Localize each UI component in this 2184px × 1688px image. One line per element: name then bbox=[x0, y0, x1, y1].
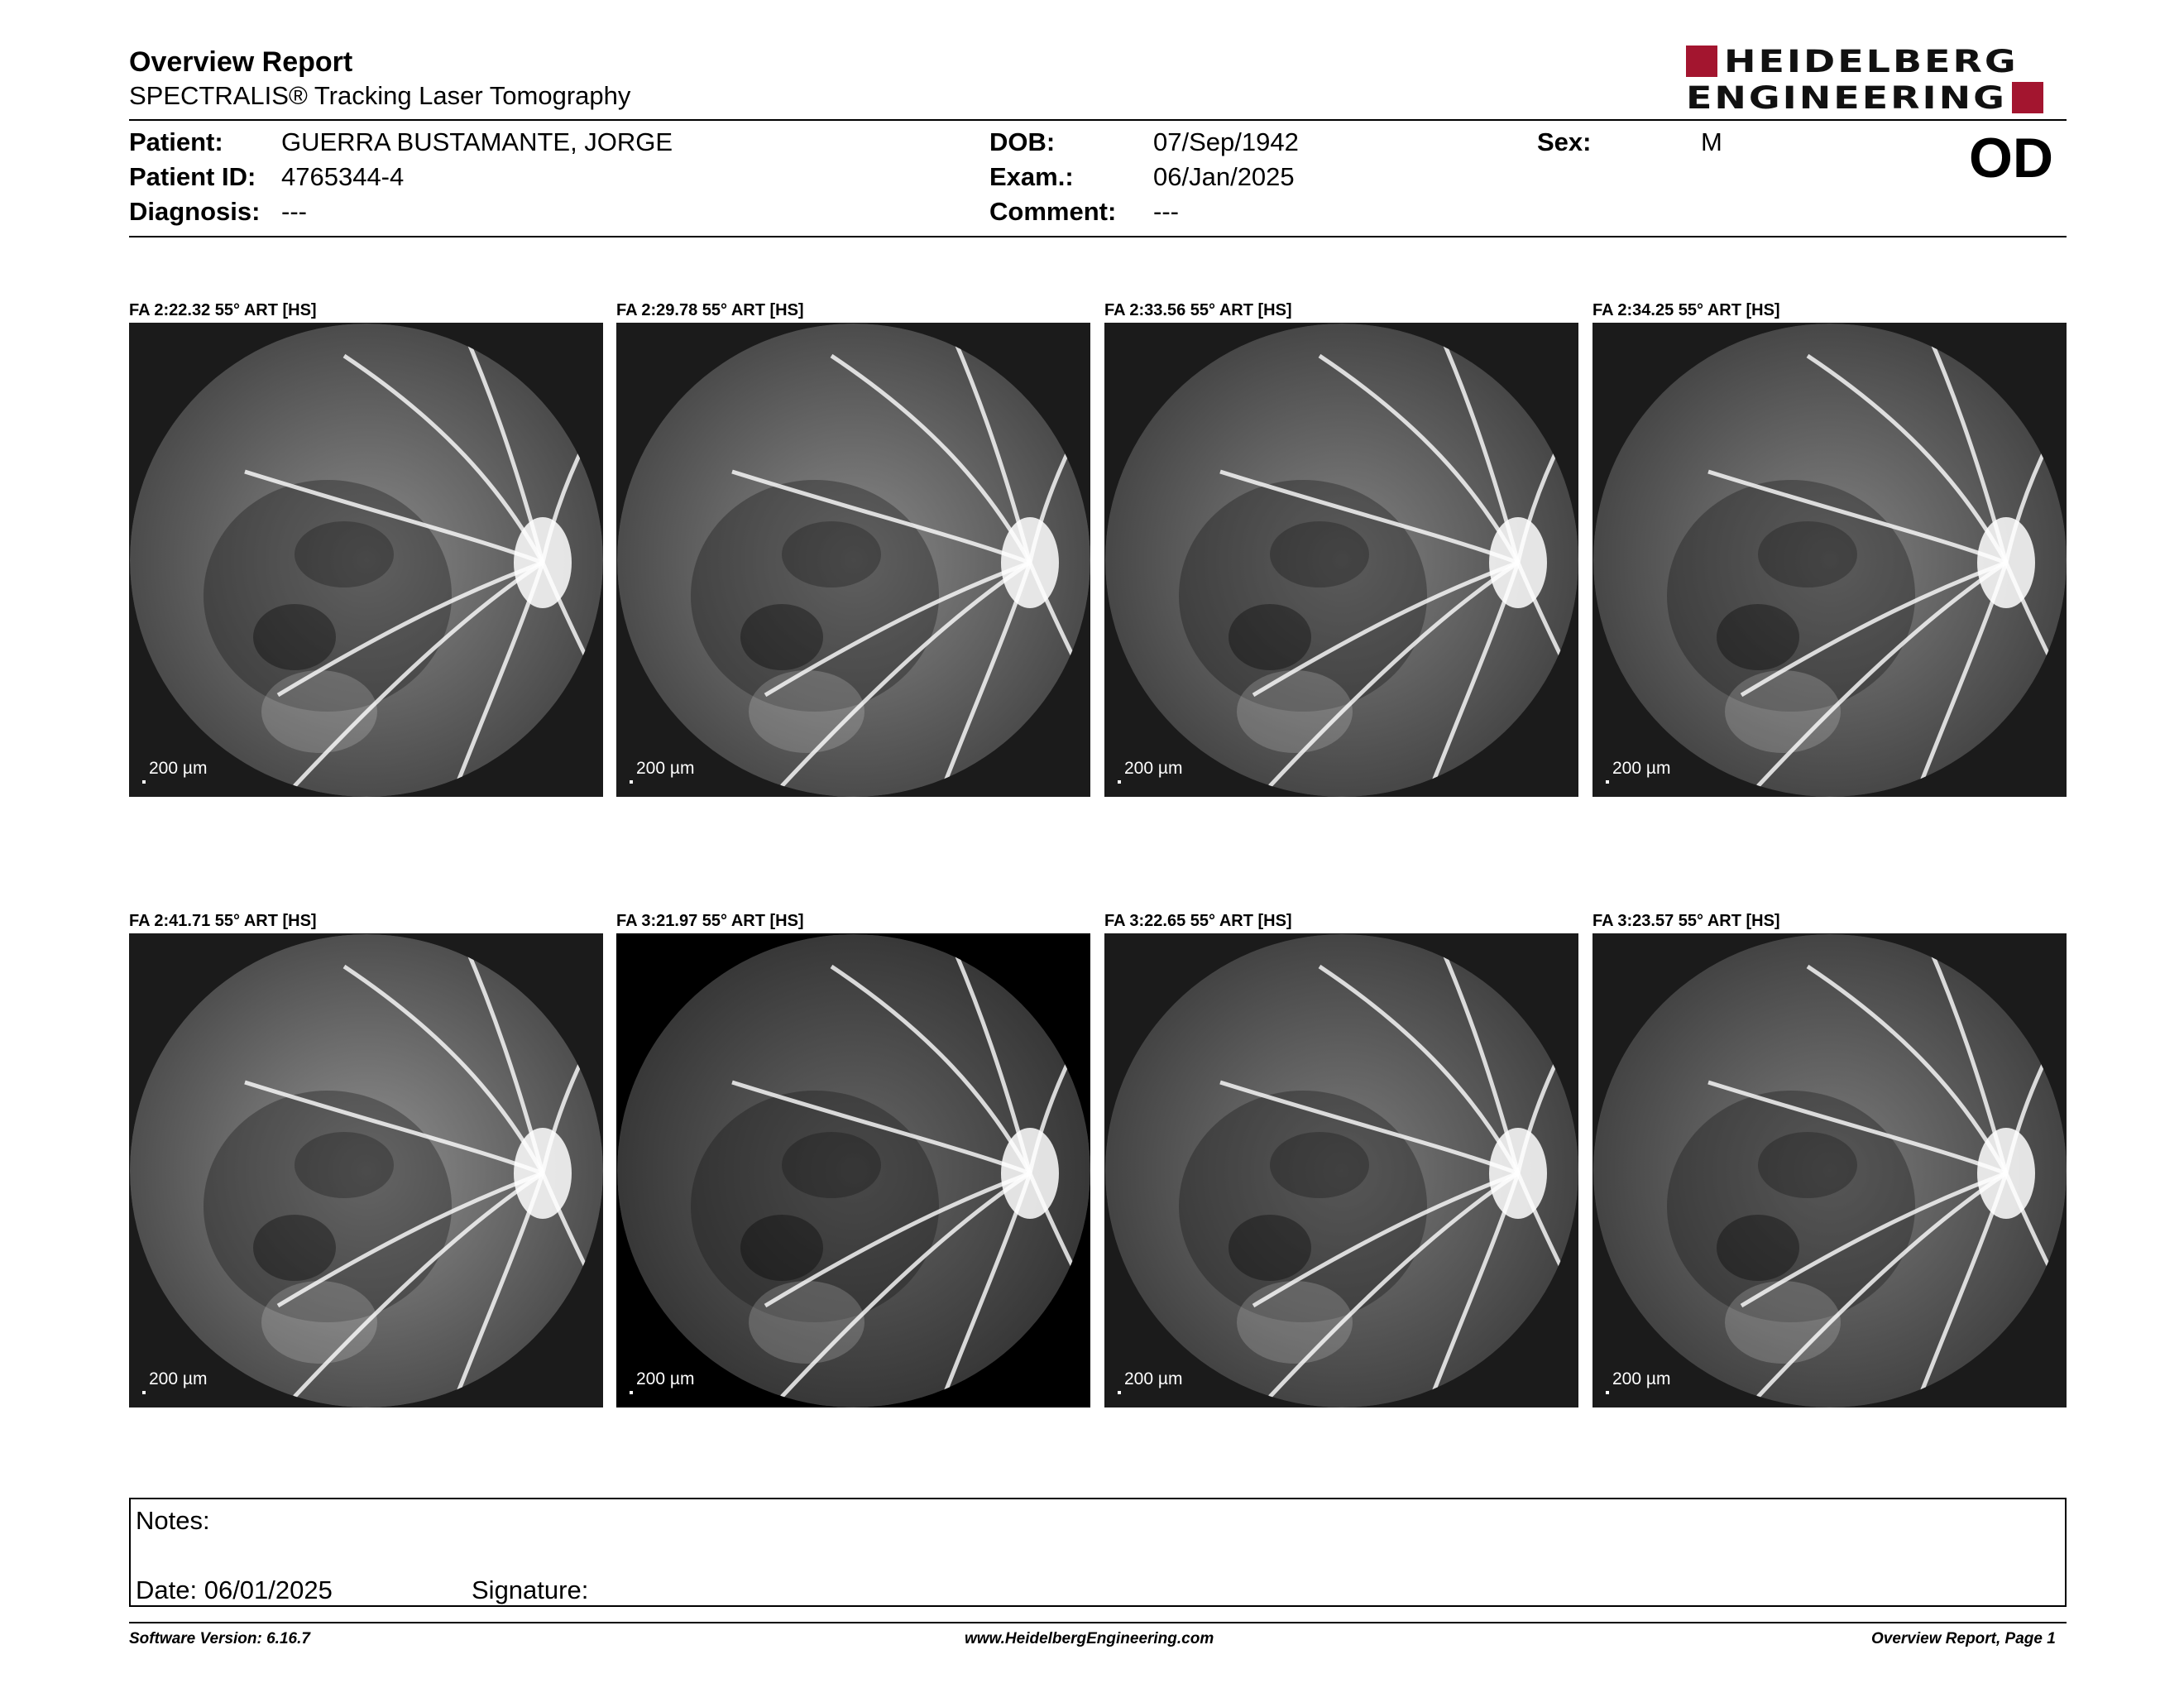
sex-label: Sex: bbox=[1537, 127, 1592, 156]
notes-box[interactable] bbox=[129, 1498, 2067, 1607]
fundus-illustration bbox=[129, 933, 603, 1407]
scale-label: 200 µm bbox=[1612, 1369, 1671, 1388]
scale-bar bbox=[1118, 780, 1121, 784]
logo-line-1: HEIDELBERG bbox=[1724, 42, 2019, 80]
patient-divider bbox=[129, 236, 2067, 237]
dob-value: 07/Sep/1942 bbox=[1153, 127, 1299, 156]
dob-label: DOB: bbox=[989, 127, 1056, 156]
signature-label: Signature: bbox=[472, 1575, 589, 1604]
website-link[interactable]: www.HeidelbergEngineering.com bbox=[965, 1630, 1214, 1647]
exam-value: 06/Jan/2025 bbox=[1153, 162, 1295, 191]
scale-bar bbox=[630, 780, 633, 784]
image-caption: FA 2:29.78 55° ART [HS] bbox=[616, 301, 804, 319]
diagnosis-label: Diagnosis: bbox=[129, 197, 261, 226]
scale-bar bbox=[142, 1391, 146, 1394]
exam-label: Exam.: bbox=[989, 162, 1074, 191]
fundus-illustration bbox=[1104, 323, 1578, 797]
logo-line-2: ENGINEERING bbox=[1686, 79, 2007, 117]
sex-value: M bbox=[1701, 127, 1722, 156]
angiogram-image[interactable] bbox=[1592, 933, 2067, 1407]
angiogram-image[interactable] bbox=[1104, 933, 1578, 1407]
scale-label: 200 µm bbox=[1124, 1369, 1183, 1388]
fundus-illustration bbox=[129, 323, 603, 797]
fundus-illustration bbox=[616, 933, 1090, 1407]
image-caption: FA 3:23.57 55° ART [HS] bbox=[1592, 912, 1780, 930]
eye-indicator: OD bbox=[1969, 127, 2053, 189]
image-caption: FA 2:41.71 55° ART [HS] bbox=[129, 912, 317, 930]
scale-label: 200 µm bbox=[1124, 759, 1183, 778]
footer-divider bbox=[129, 1622, 2067, 1623]
fundus-illustration bbox=[1592, 323, 2067, 797]
scale-bar bbox=[1118, 1391, 1121, 1394]
scale-label: 200 µm bbox=[149, 1369, 208, 1388]
scale-label: 200 µm bbox=[149, 759, 208, 778]
report-title: Overview Report bbox=[129, 46, 353, 78]
image-caption: FA 2:33.56 55° ART [HS] bbox=[1104, 301, 1292, 319]
patient-name: GUERRA BUSTAMANTE, JORGE bbox=[281, 127, 673, 156]
image-caption: FA 2:34.25 55° ART [HS] bbox=[1592, 301, 1780, 319]
logo-square-icon bbox=[1686, 46, 1717, 77]
comment-value: --- bbox=[1153, 197, 1179, 226]
patient-id-label: Patient ID: bbox=[129, 162, 256, 191]
page-indicator: Overview Report, Page 1 bbox=[1871, 1630, 2056, 1647]
angiogram-image[interactable] bbox=[616, 933, 1090, 1407]
scale-bar bbox=[142, 780, 146, 784]
angiogram-image[interactable] bbox=[129, 323, 603, 797]
scale-label: 200 µm bbox=[636, 759, 695, 778]
patient-label: Patient: bbox=[129, 127, 223, 156]
angiogram-image[interactable] bbox=[616, 323, 1090, 797]
logo-square-icon bbox=[2012, 82, 2043, 113]
scale-label: 200 µm bbox=[636, 1369, 695, 1388]
scale-bar bbox=[1606, 1391, 1609, 1394]
notes-label: Notes: bbox=[136, 1506, 210, 1535]
image-caption: FA 3:21.97 55° ART [HS] bbox=[616, 912, 804, 930]
heidelberg-logo bbox=[1686, 42, 2067, 117]
angiogram-image[interactable] bbox=[129, 933, 603, 1407]
header-divider bbox=[129, 119, 2067, 121]
comment-label: Comment: bbox=[989, 197, 1117, 226]
fundus-illustration bbox=[616, 323, 1090, 797]
report-subtitle: SPECTRALIS® Tracking Laser Tomography bbox=[129, 81, 631, 110]
scale-label: 200 µm bbox=[1612, 759, 1671, 778]
date-label: Date: 06/01/2025 bbox=[136, 1575, 333, 1604]
diagnosis-value: --- bbox=[281, 197, 307, 226]
fundus-illustration bbox=[1592, 933, 2067, 1407]
angiogram-image[interactable] bbox=[1592, 323, 2067, 797]
image-caption: FA 3:22.65 55° ART [HS] bbox=[1104, 912, 1292, 930]
angiogram-image[interactable] bbox=[1104, 323, 1578, 797]
image-caption: FA 2:22.32 55° ART [HS] bbox=[129, 301, 317, 319]
scale-bar bbox=[1606, 780, 1609, 784]
scale-bar bbox=[630, 1391, 633, 1394]
fundus-illustration bbox=[1104, 933, 1578, 1407]
patient-id: 4765344-4 bbox=[281, 162, 405, 191]
software-version: Software Version: 6.16.7 bbox=[129, 1630, 310, 1647]
